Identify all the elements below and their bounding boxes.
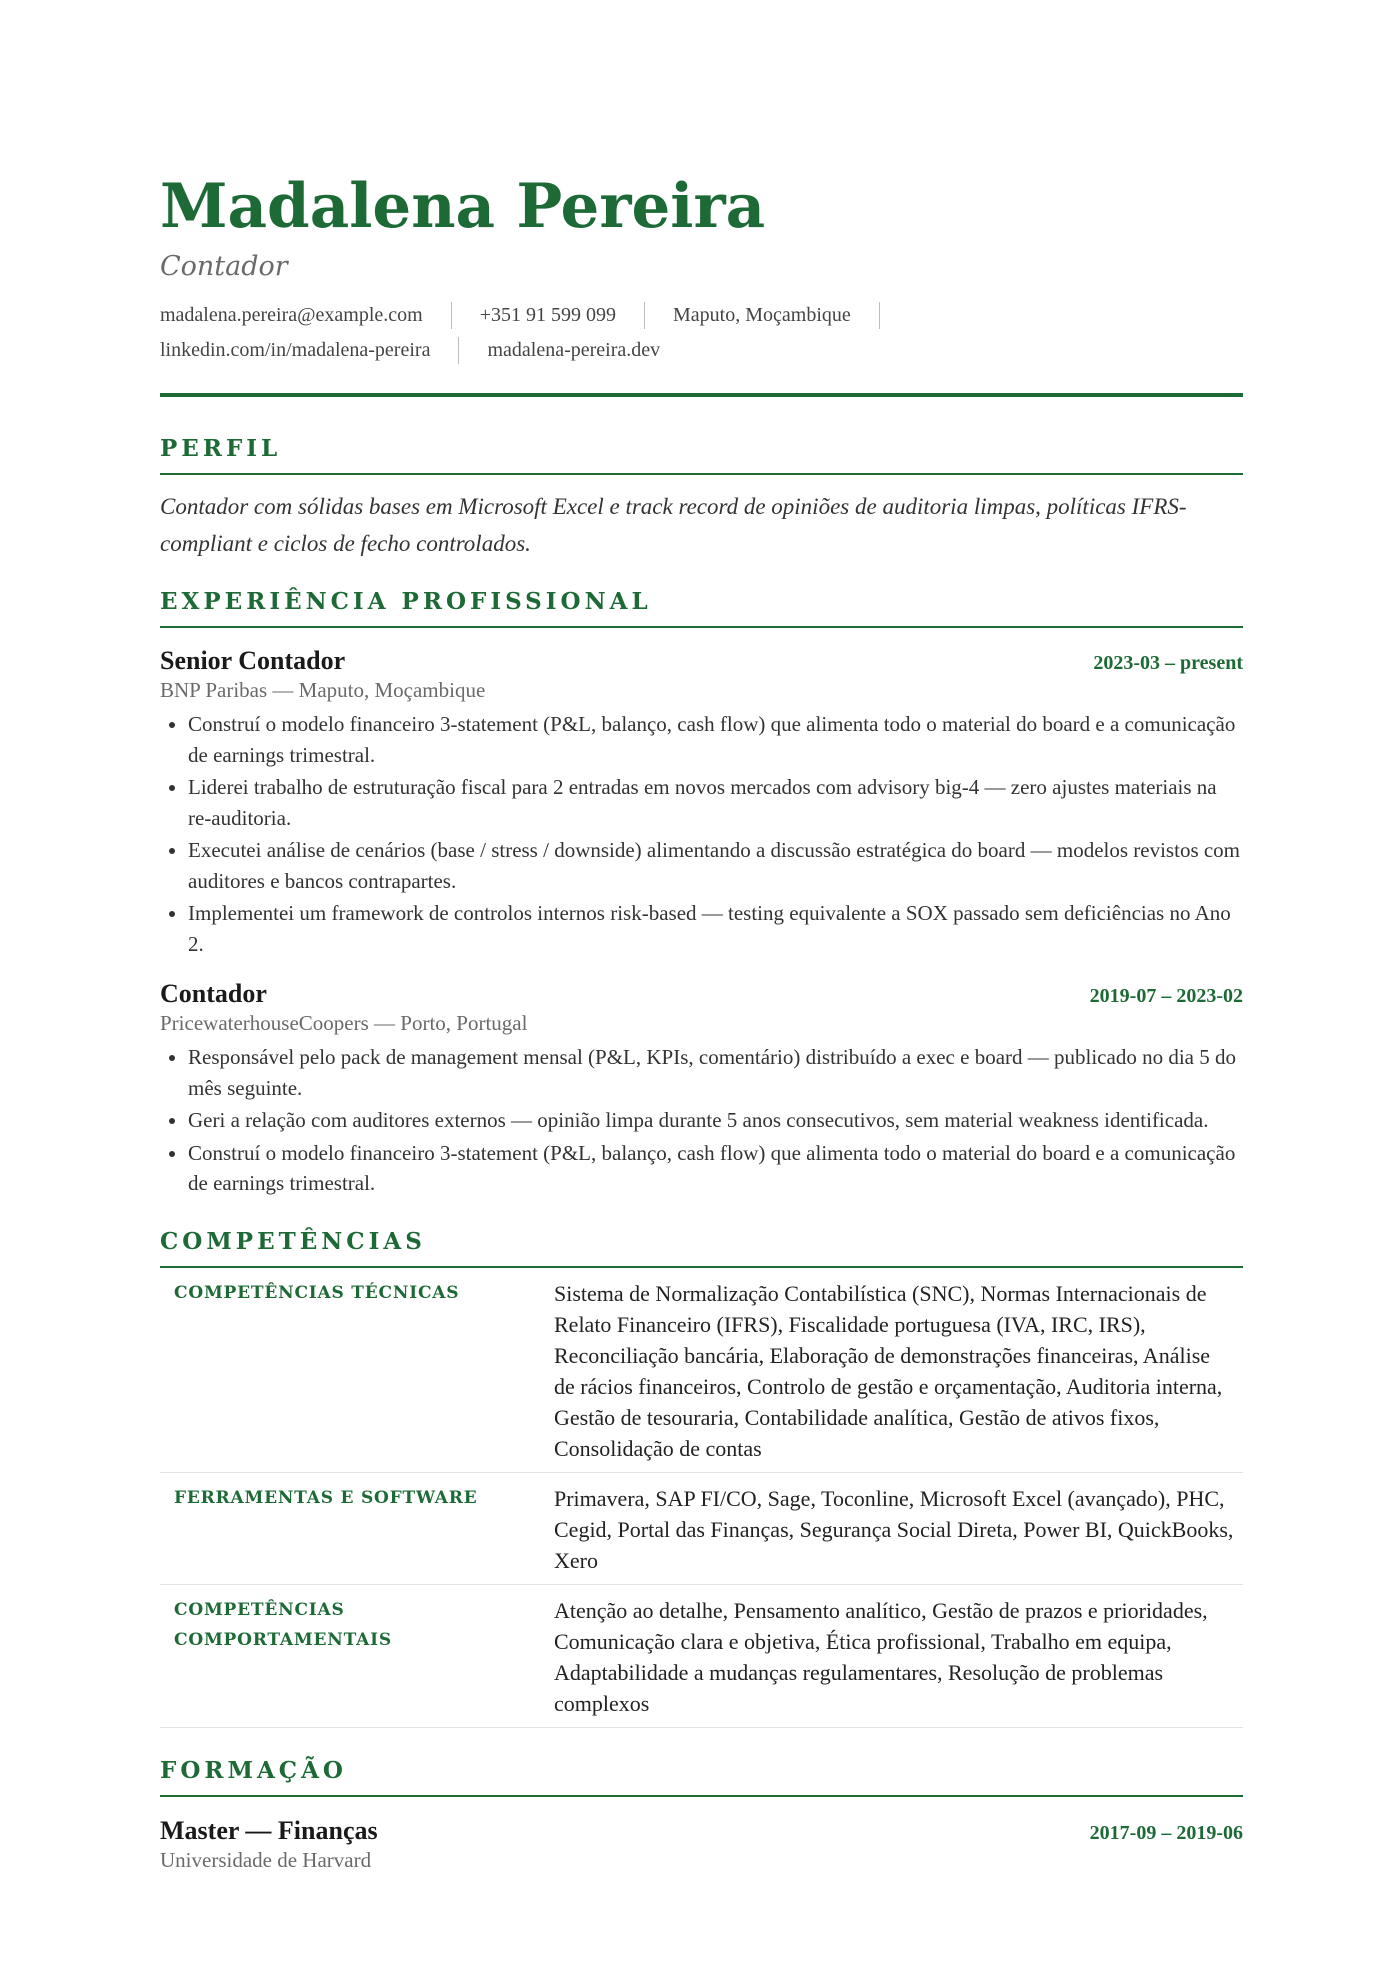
skill-label: FERRAMENTAS E SOFTWARE bbox=[174, 1487, 478, 1508]
candidate-role: Contador bbox=[160, 251, 288, 283]
education-section bbox=[160, 1757, 1243, 1873]
job-bullet: • Liderei trabalho de estruturação fiscal para 2 entradas em novos mercados com advisory big-4 — zero ajustes materiais na re-auditoria. bbox=[188, 772, 1243, 833]
job-bullet: • Responsável pelo pack de management mensal (P&L, KPIs, comentário) distribuído a exec e board — publicado no dia 5 do mês seguinte. bbox=[188, 1042, 1243, 1103]
job-dates: 2023-03 – present bbox=[1093, 652, 1243, 675]
job-bullet: • Construí o modelo financeiro 3-statement (P&L, balanço, cash flow) que alimenta todo o material do board e a comunicação de earnings trimestral. bbox=[188, 1138, 1243, 1199]
skills-section bbox=[160, 1228, 1243, 1728]
skill-row-tools bbox=[160, 1473, 1243, 1585]
contact-location: Maputo, Moçambique bbox=[673, 302, 880, 329]
job-header bbox=[160, 646, 1243, 676]
skill-value: Sistema de Normalização Contabilística (SNC), Normas Internacionais de Relato Financeiro (IFRS), Fiscalidade portuguesa (IVA, IRC, IRS), Reconciliação bancária, Elaboração de demonstrações financeiras, Análise de rácios financeiros, Controlo de gestão e orçamentação, Auditoria interna, Gestão de tesouraria, Contabilidade analítica, Gestão de ativos fixos, Consolidação de contas bbox=[554, 1280, 1223, 1461]
job-company: BNP Paribas — Maputo, Moçambique bbox=[160, 678, 486, 703]
education-school: Universidade de Harvard bbox=[160, 1847, 372, 1872]
section-title-profile: PERFIL bbox=[160, 435, 1243, 475]
education-dates: 2017-09 – 2019-06 bbox=[1089, 1821, 1243, 1844]
job-bullet: • Implementei um framework de controlos internos risk-based — testing equivalente a SOX passado sem deficiências no Ano 2. bbox=[188, 898, 1243, 959]
contact-email[interactable]: madalena.pereira@example.com bbox=[160, 302, 452, 329]
education-entry bbox=[160, 1816, 1243, 1873]
job-bullet: • Executei análise de cenários (base / stress / downside) alimentando a discussão estratégica do board — modelos revistos com auditores e bancos contrapartes. bbox=[188, 835, 1243, 896]
resume-page bbox=[160, 170, 1243, 1873]
contact-phone[interactable]: +351 91 599 099 bbox=[480, 302, 645, 329]
section-title-education: FORMAÇÃO bbox=[160, 1757, 1243, 1797]
skill-label: COMPETÊNCIAS TÉCNICAS bbox=[174, 1282, 460, 1303]
job-header bbox=[160, 979, 1243, 1009]
job-entry bbox=[160, 646, 1243, 959]
experience-section bbox=[160, 588, 1243, 1199]
header-divider bbox=[160, 393, 1243, 397]
job-dates: 2019-07 – 2023-02 bbox=[1089, 985, 1243, 1008]
skill-value: Primavera, SAP FI/CO, Sage, Toconline, Microsoft Excel (avançado), PHC, Cegid, Portal das Finanças, Segurança Social Direta, Power BI, QuickBooks, Xero bbox=[554, 1485, 1234, 1573]
education-header bbox=[160, 1816, 1243, 1846]
job-title: Senior Contador bbox=[160, 646, 346, 676]
resume-header bbox=[160, 170, 1243, 397]
education-degree: Master — Finanças bbox=[160, 1815, 378, 1845]
job-bullets bbox=[160, 1042, 1243, 1199]
skill-row-technical bbox=[160, 1268, 1243, 1473]
job-company: PricewaterhouseCoopers — Porto, Portugal bbox=[160, 1011, 528, 1036]
candidate-name: Madalena Pereira bbox=[160, 171, 766, 242]
skill-row-behavioral bbox=[160, 1585, 1243, 1728]
job-bullets bbox=[160, 709, 1243, 959]
section-title-experience: EXPERIÊNCIA PROFISSIONAL bbox=[160, 588, 1243, 628]
profile-text: Contador com sólidas bases em Microsoft Excel e track record de opiniões de auditoria limpas, políticas IFRS-compliant e ciclos de fecho controlados. bbox=[160, 494, 1187, 557]
job-entry bbox=[160, 979, 1243, 1199]
job-bullet: • Geri a relação com auditores externos — opinião limpa durante 5 anos consecutivos, sem material weakness identificada. bbox=[188, 1105, 1243, 1136]
contact-website[interactable]: madalena-pereira.dev bbox=[487, 339, 661, 362]
section-title-skills: COMPETÊNCIAS bbox=[160, 1228, 1243, 1268]
job-bullet: • Construí o modelo financeiro 3-statement (P&L, balanço, cash flow) que alimenta todo o material do board e a comunicação de earnings trimestral. bbox=[188, 709, 1243, 770]
profile-section bbox=[160, 435, 1243, 562]
contact-linkedin[interactable]: linkedin.com/in/madalena-pereira bbox=[160, 337, 459, 364]
contact-list bbox=[160, 302, 1060, 364]
skill-label: COMPETÊNCIAS COMPORTAMENTAIS bbox=[174, 1599, 392, 1650]
skill-value: Atenção ao detalhe, Pensamento analítico, Gestão de prazos e prioridades, Comunicação clara e objetiva, Ética profissional, Trabalho em equipa, Adaptabilidade a mudanças regulamentares, Resolução de problemas complexos bbox=[554, 1597, 1208, 1716]
job-title: Contador bbox=[160, 979, 267, 1009]
